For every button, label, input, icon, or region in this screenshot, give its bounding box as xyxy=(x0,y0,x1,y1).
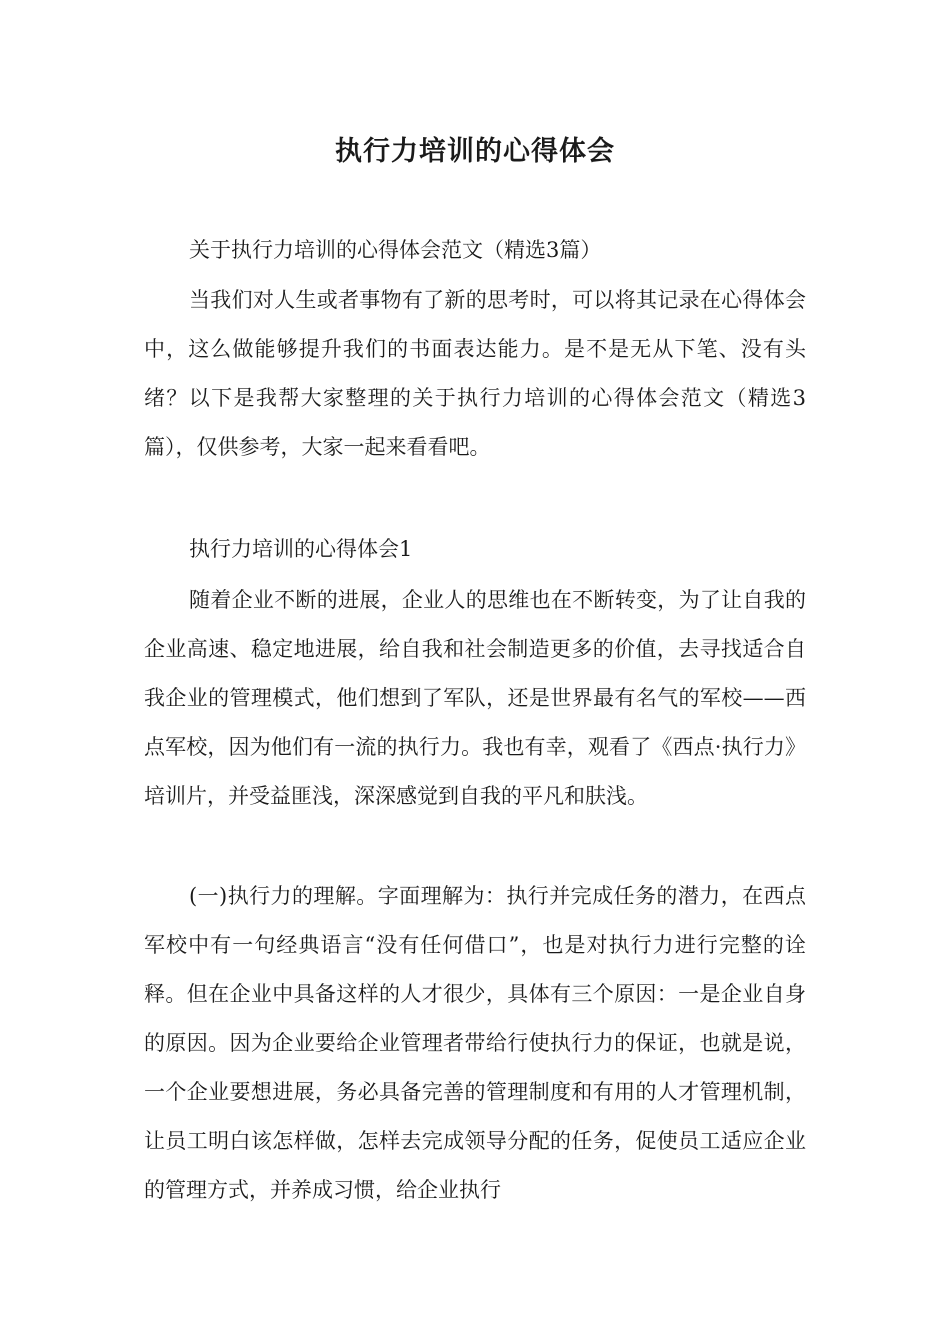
body-paragraph: 随着企业不断的进展，企业人的思维也在不断转变，为了让自我的企业高速、稳定地进展，给自我和社会制造更多的价值，去寻找适合自我企业的管理模式，他们想到了军队，还是世界最有名气的军校——西点军校，因为他们有一流的执行力。我也有幸，观看了《西点·执行力》培训片，并受益匪浅，深深感觉到自我的平凡和肤浅。 xyxy=(144,588,806,808)
intro-paragraph: 当我们对人生或者事物有了新的思考时，可以将其记录在心得体会中，这么做能够提升我们的书面表达能力。是不是无从下笔、没有头绪？以下是我帮大家整理的关于执行力培训的心得体会范文（精选3篇），仅供参考，大家一起来看看吧。 xyxy=(144,288,806,459)
section-heading: 执行力培训的心得体会1 xyxy=(189,537,413,561)
body-paragraph: (一)执行力的理解。字面理解为：执行并完成任务的潜力，在西点军校中有一句经典语言“没有任何借口”，也是对执行力进行完整的诠释。但在企业中具备这样的人才很少，具体有三个原因：一是企业自身的原因。因为企业要给企业管理者带给行使执行力的保证，也就是说，一个企业要想进展，务必具备完善的管理制度和有用的人才管理机制，让员工明白该怎样做，怎样去完成领导分配的任务，促使员工适应企业的管理方式，并养成习惯，给企业执行 xyxy=(144,884,806,1202)
document-title: 执行力培训的心得体会 xyxy=(335,136,615,167)
document-subtitle: 关于执行力培训的心得体会范文（精选3篇） xyxy=(189,238,602,262)
